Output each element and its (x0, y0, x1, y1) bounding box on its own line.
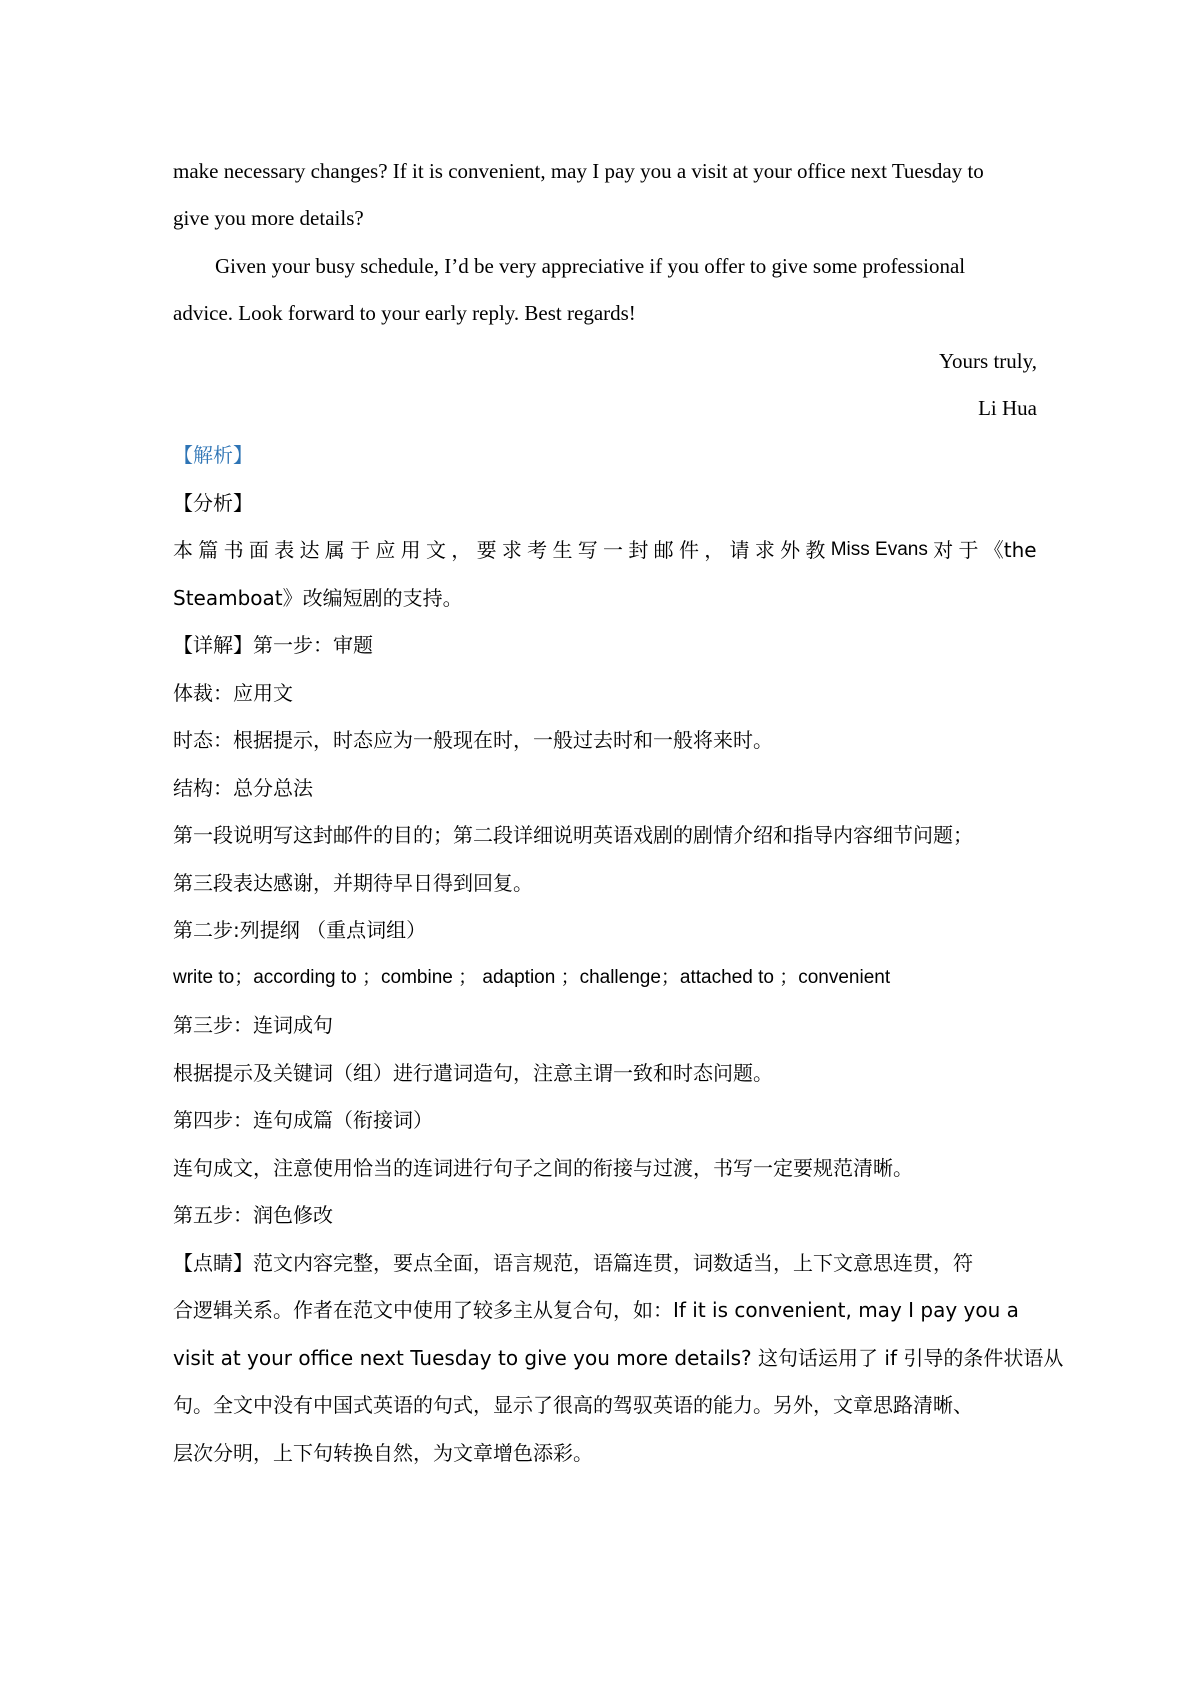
structure-line: 结构：总分总法 (173, 776, 313, 800)
fenxi-char: ， (704, 538, 725, 562)
dianjing-line-1: 【点睛】范文内容完整，要点全面，语言规范，语篇连贯，词数适当，上下文意思连贯，符 (173, 1251, 973, 1275)
fenxi-char: 表 (274, 538, 295, 562)
step-5-line: 第五步：润色修改 (173, 1203, 333, 1227)
letter-signature: Li Hua (978, 396, 1037, 420)
fenxi-char: 对 (933, 538, 954, 562)
fenxi-char: 邮 (653, 538, 674, 562)
fenxi-title: 【分析】 (173, 491, 253, 515)
fenxi-char: 考 (527, 538, 548, 562)
fenxi-char: 书 (223, 538, 244, 562)
letter-closing: Yours truly, (938, 349, 1037, 373)
fenxi-char: 外 (780, 538, 801, 562)
step-3-description: 根据提示及关键词（组）进行遣词造句，注意主谓一致和时态问题。 (173, 1061, 773, 1085)
fenxi-char: 要 (476, 538, 497, 562)
fenxi-char: 达 (299, 538, 320, 562)
step-4-description: 连句成文，注意使用恰当的连词进行句子之间的衔接与过渡，书写一定要规范清晰。 (173, 1156, 913, 1180)
fenxi-char: 用 (400, 538, 421, 562)
step-3-line: 第三步：连词成句 (173, 1013, 333, 1037)
letter-line-2: give you more details? (173, 206, 364, 230)
dianjing-line-2: 合逻辑关系。作者在范文中使用了较多主从复合句，如：If it is convenient, may I pay you a (173, 1298, 1019, 1322)
fenxi-char: ， (451, 538, 472, 562)
fenxi-char: 于 (350, 538, 371, 562)
fenxi-char: 封 (628, 538, 649, 562)
fenxi-char: 本 (173, 538, 193, 562)
fenxi-line-2: Steamboat》改编短剧的支持。 (173, 586, 463, 610)
letter-line-4: advice. Look forward to your early reply. Best regards! (173, 301, 636, 325)
analysis-title: 【解析】 (173, 443, 253, 467)
fenxi-line-1 (173, 535, 1037, 565)
paragraph-description-line-2: 第三段表达感谢，并期待早日得到回复。 (173, 871, 533, 895)
fenxi-char: 求 (754, 538, 775, 562)
paragraph-description-line-1: 第一段说明写这封邮件的目的；第二段详细说明英语戏剧的剧情介绍和指导内容细节问题； (173, 823, 973, 847)
letter-line-3: Given your busy schedule, I’d be very appreciative if you offer to give some professional (215, 254, 966, 278)
fenxi-char: 件 (678, 538, 699, 562)
fenxi-name-miss-evans: Miss Evans (830, 539, 928, 560)
dianjing-line-5: 层次分明，上下句转换自然，为文章增色添彩。 (173, 1441, 593, 1465)
step-2-line: 第二步:列提纲 （重点词组） (173, 918, 427, 942)
genre-line: 体裁：应用文 (173, 681, 293, 705)
letter-line-1: make necessary changes? If it is convenient, may I pay you a visit at your office next Tuesday to (173, 159, 984, 183)
fenxi-title-fragment: 《the (983, 538, 1037, 562)
xiangjie-step-1: 【详解】第一步：审题 (173, 633, 373, 657)
fenxi-char: 应 (375, 538, 396, 562)
dianjing-line-4: 句。全文中没有中国式英语的句式，显示了很高的驾驭英语的能力。另外，文章思路清晰、 (173, 1393, 973, 1417)
fenxi-char: 生 (552, 538, 573, 562)
fenxi-char: 请 (729, 538, 750, 562)
fenxi-char: 一 (603, 538, 624, 562)
fenxi-char: 写 (577, 538, 598, 562)
fenxi-char: 面 (248, 538, 269, 562)
fenxi-char: 教 (805, 538, 826, 562)
dianjing-line-3: visit at your office next Tuesday to give you more details? 这句话运用了 if 引导的条件状语从 (173, 1346, 1064, 1370)
fenxi-char: 求 (501, 538, 522, 562)
fenxi-char: 于 (958, 538, 979, 562)
fenxi-char: 属 (324, 538, 345, 562)
fenxi-char: 篇 (198, 538, 219, 562)
key-phrases-line: write to；according to ；combine ； adaption ；challenge；attached to ；convenient (173, 967, 891, 988)
fenxi-char: 文 (425, 538, 446, 562)
tense-line: 时态：根据提示，时态应为一般现在时，一般过去时和一般将来时。 (173, 728, 773, 752)
step-4-line: 第四步：连句成篇（衔接词） (173, 1108, 433, 1132)
